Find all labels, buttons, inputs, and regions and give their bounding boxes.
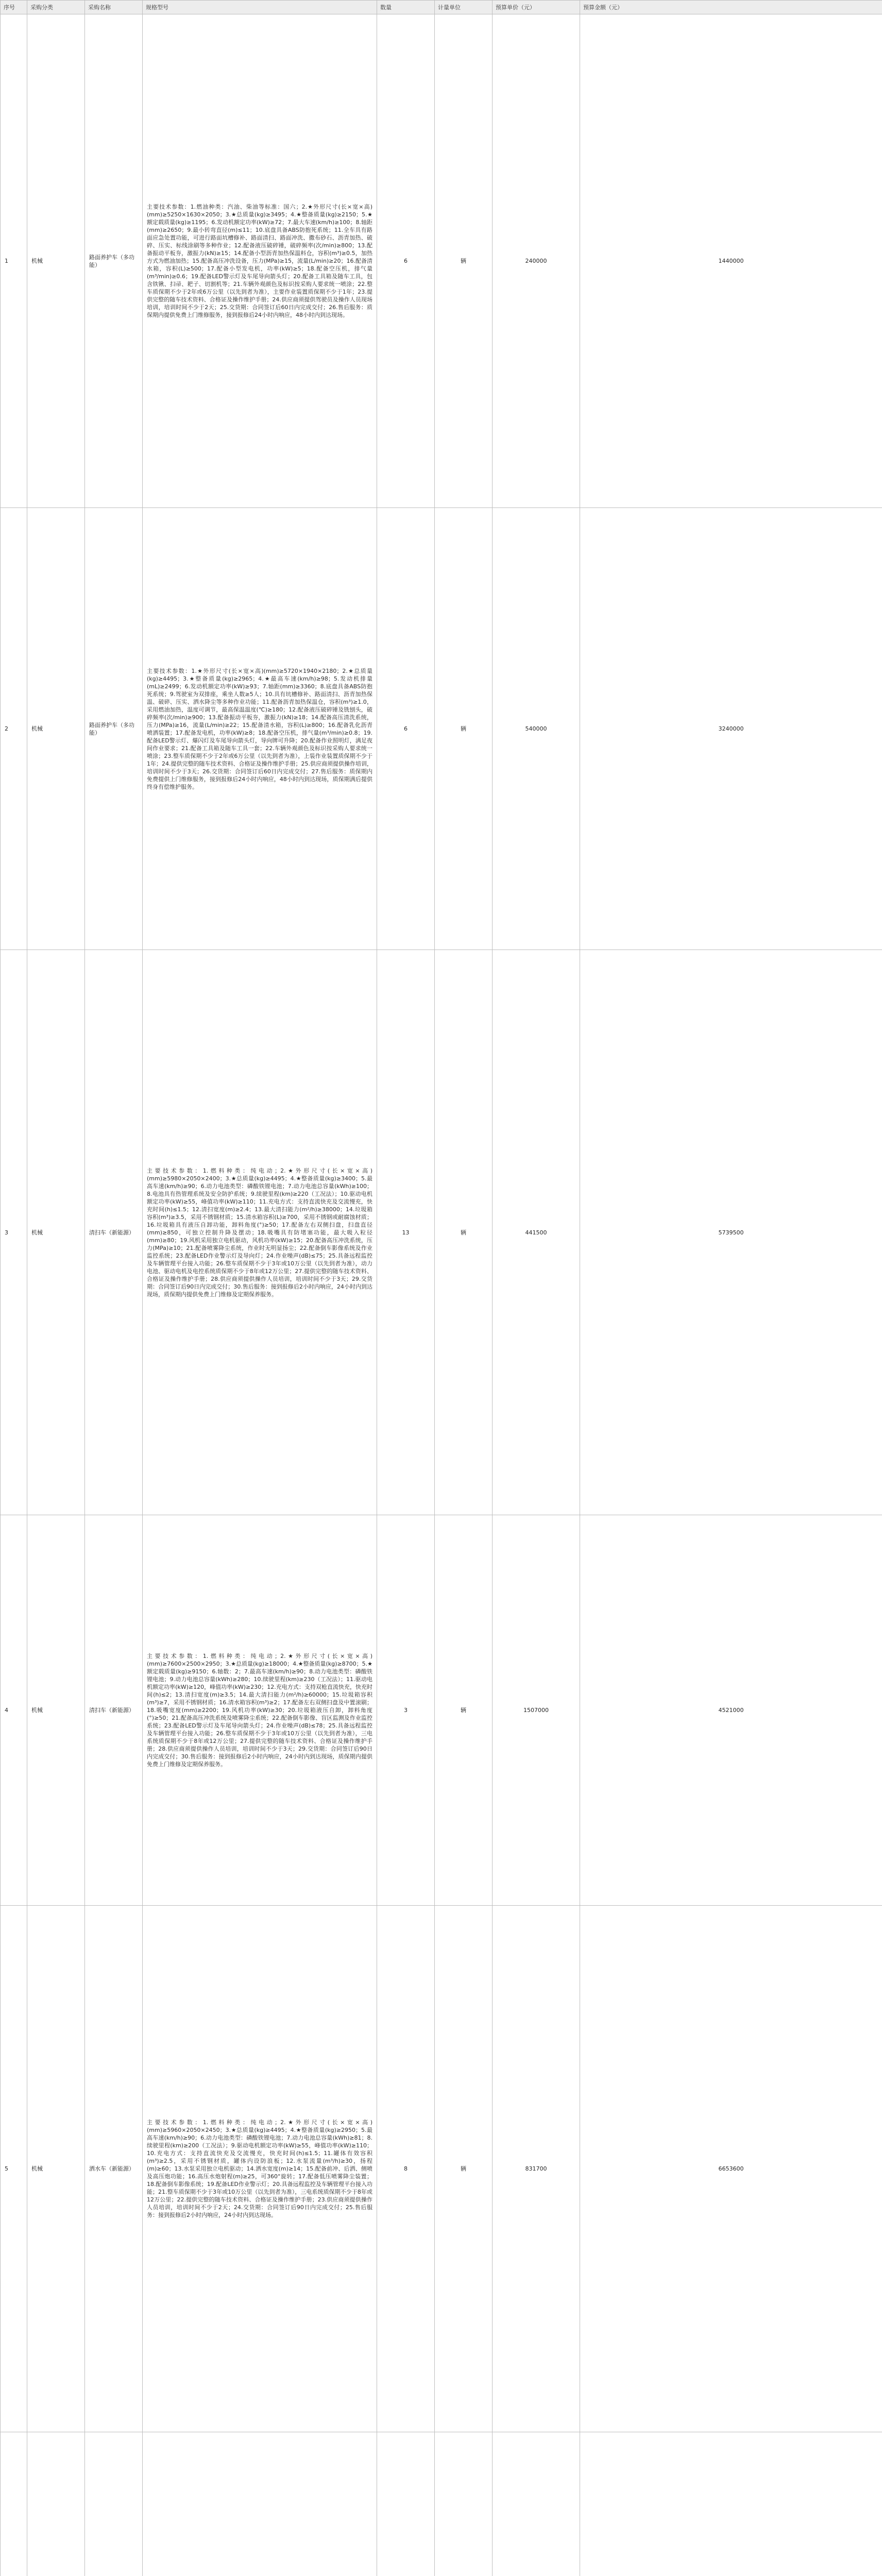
cell-total — [580, 2432, 882, 2576]
cell-unit-price: 831700 — [493, 1906, 580, 2432]
cell-total: 1440000 — [580, 14, 882, 508]
table-row — [1, 14, 882, 508]
cell-name: 路面养护车（多功能） — [85, 14, 143, 508]
cell-unit-price: 540000 — [493, 508, 580, 950]
cell-seq: 5 — [1, 1906, 27, 2432]
cell-name: 清扫车（新能源） — [85, 1515, 143, 1906]
cell-qty: 3 — [377, 1515, 435, 1906]
cell-seq: 1 — [1, 14, 27, 508]
table-header-row — [1, 1, 882, 14]
cell-unit: 辆 — [435, 1906, 493, 2432]
cell-total: 4521000 — [580, 1515, 882, 1906]
cell-seq: 3 — [1, 950, 27, 1515]
cell-total: 5739500 — [580, 950, 882, 1515]
cell-qty: 6 — [377, 508, 435, 950]
cell-qty: 6 — [377, 14, 435, 508]
cell-name: 路面养护车（多功能） — [85, 508, 143, 950]
cell-seq — [1, 2432, 27, 2576]
cell-package — [27, 2432, 85, 2576]
cell-spec: 主要技术参数：1.燃油种类：汽油、柴油等标准：国六；2.★外形尺寸(长×宽×高)(mm)≥5250×1630×2050；3.★总质量(kg)≥3495；4.★整备质量(kg)≥2150；5.★额定载质量(kg)≥1195；6.发动机额定功率(kW)≥72；7.最大车速(km/h)≥100；8.轴距(mm)≥2650；9.最小转弯直径(m)≤11；10.底盘具备ABS防抱死系统；11.全车具有路面应急处置功能，可进行路面坑槽修补、路面清扫、路面冲洗、撒布砂石、沥青加热、破碎、压实、标线涂刷等多种作业；12.配备液压破碎锤，破碎频率(次/min)≥800；13.配备振动平板夯，激振力(kN)≥15；14.配备小型沥青加热保温料仓，容积(m³)≥0.5，加热方式为燃油加热；15.配备高压冲洗设备，压力(MPa)≥15，流量(L/min)≥20；16.配备清水箱，容积(L)≥500；17.配备小型发电机，功率(kW)≥5；18.配备空压机，排气量(m³/min)≥0.6；19.配备LED警示灯及车尾导向箭头灯；20.配备工具箱及随车工具，包含铁锹、扫帚、耙子、切割机等；21.车辆外观颜色及标识按采购人要求统一喷涂；22.整车质保期不少于2年或6万公里（以先到者为准），主要作业装置质保期不少于1年；23.提供完整的随车技术资料、合格证及操作维护手册；24.供应商须提供驾驶员及操作人员现场培训，培训时间不少于2天；25.交货期：合同签订后60日内完成交付；26.售后服务：质保期内提供免费上门维修服务，接到报修后24小时内响应，48小时内到达现场。 — [143, 14, 377, 508]
cell-name — [85, 2432, 143, 2576]
table-row — [1, 1515, 882, 1906]
cell-unit-price: 240000 — [493, 14, 580, 508]
header-seq: 序号 — [1, 1, 27, 14]
cell-unit: 辆 — [435, 508, 493, 950]
header-package: 采购分类 — [27, 1, 85, 14]
cell-qty: 13 — [377, 950, 435, 1515]
table-row — [1, 2432, 882, 2576]
header-unit: 计量单位 — [435, 1, 493, 14]
header-spec: 规格型号 — [143, 1, 377, 14]
cell-package: 机械 — [27, 1906, 85, 2432]
cell-unit: 辆 — [435, 950, 493, 1515]
cell-seq: 4 — [1, 1515, 27, 1906]
cell-package: 机械 — [27, 14, 85, 508]
cell-qty: 8 — [377, 1906, 435, 2432]
cell-spec: 主要技术参数：1.燃料种类：纯电动；2.★外形尺寸(长×宽×高)(mm)≥5980×2050×2400；3.★总质量(kg)≥4495；4.★整备质量(kg)≥3400；5.最高车速(km/h)≥90；6.动力电池类型：磷酸铁锂电池；7.动力电池总容量(kWh)≥100；8.电池具有热管理系统及安全防护系统；9.续驶里程(km)≥220（工况法）；10.驱动电机额定功率(kW)≥55，峰值功率(kW)≥110；11.充电方式：支持直流快充及交流慢充，快充时间(h)≤1.5；12.清扫宽度(m)≥2.4；13.最大清扫能力(m²/h)≥38000；14.垃圾箱容积(m³)≥3.5，采用不锈钢材质；15.清水箱容积(L)≥700，采用不锈钢或耐腐蚀材质；16.垃圾箱具有液压自卸功能，卸料角度(°)≥50；17.配备左右双侧扫盘，扫盘直径(mm)≥850，可独立控制升降及摆动；18.吸嘴具有防堵塞功能，最大吸入粒径(mm)≥80；19.风机采用独立电机驱动，风机功率(kW)≥15；20.配备高压冲洗系统，压力(MPa)≥10；21.配备喷雾降尘系统，作业时无明显扬尘；22.配备倒车影像系统及作业监控系统；23.配备LED作业警示灯及导向灯；24.作业噪声(dB)≤75；25.具备远程监控及车辆管理平台接入功能；26.整车质保期不少于3年或10万公里（以先到者为准），动力电池、驱动电机及电控系统质保期不少于8年或12万公里；27.提供完整的随车技术资料、合格证及操作维护手册；28.供应商须提供操作人员培训，培训时间不少于3天；29.交货期：合同签订后90日内完成交付；30.售后服务：接到报修后2小时内响应，24小时内到达现场，质保期内提供免费上门维修及定期保养服务。 — [143, 950, 377, 1515]
cell-seq: 2 — [1, 508, 27, 950]
cell-qty — [377, 2432, 435, 2576]
header-qty: 数量 — [377, 1, 435, 14]
cell-total: 6653600 — [580, 1906, 882, 2432]
cell-name: 洒水车（新能源） — [85, 1906, 143, 2432]
cell-unit: 辆 — [435, 14, 493, 508]
table-row — [1, 508, 882, 950]
cell-spec — [143, 2432, 377, 2576]
cell-unit-price: 1507000 — [493, 1515, 580, 1906]
cell-unit-price — [493, 2432, 580, 2576]
table-row — [1, 1906, 882, 2432]
cell-unit — [435, 2432, 493, 2576]
cell-package: 机械 — [27, 1515, 85, 1906]
cell-unit-price: 441500 — [493, 950, 580, 1515]
header-unit-price: 预算单价（元） — [493, 1, 580, 14]
table-row — [1, 950, 882, 1515]
cell-spec: 主要技术参数：1.燃料种类：纯电动；2.★外形尺寸(长×宽×高)(mm)≥7600×2500×2950；3.★总质量(kg)≥18000；4.★整备质量(kg)≥8700；5.★额定载质量(kg)≥9150；6.轴数：2；7.最高车速(km/h)≥90；8.动力电池类型：磷酸铁锂电池；9.动力电池总容量(kWh)≥280；10.续驶里程(km)≥230（工况法）；11.驱动电机额定功率(kW)≥120，峰值功率(kW)≥230；12.充电方式：支持双枪直流快充，快充时间(h)≤2；13.清扫宽度(m)≥3.5；14.最大清扫能力(m²/h)≥60000；15.垃圾箱容积(m³)≥7，采用不锈钢材质；16.清水箱容积(m³)≥2；17.配备左右双侧扫盘及中置滚刷；18.吸嘴宽度(mm)≥2200；19.风机功率(kW)≥30；20.垃圾箱液压自卸，卸料角度(°)≥50；21.配备高压冲洗系统及喷雾降尘系统；22.配备倒车影像、盲区监测及作业监控系统；23.配备LED警示灯及车尾导向箭头灯；24.作业噪声(dB)≤78；25.具备远程监控及车辆管理平台接入功能；26.整车质保期不少于3年或10万公里（以先到者为准），三电系统质保期不少于8年或12万公里；27.提供完整的随车技术资料、合格证及操作维护手册；28.供应商须提供操作人员培训，培训时间不少于3天；29.交货期：合同签订后90日内完成交付；30.售后服务：接到报修后2小时内响应，24小时内到达现场，质保期内提供免费上门维修及定期保养服务。 — [143, 1515, 377, 1906]
header-total: 预算金额（元） — [580, 1, 882, 14]
cell-total: 3240000 — [580, 508, 882, 950]
cell-spec: 主要技术参数：1.★外形尺寸(长×宽×高)(mm)≥5720×1940×2180；2.★总质量(kg)≥4495；3.★整备质量(kg)≥2965；4.★最高车速(km/h)≥98；5.发动机排量(mL)≥2499；6.发动机额定功率(kW)≥93；7.轴距(mm)≥3360；8.底盘具备ABS防抱死系统；9.驾驶室为双排座，乘坐人数≥5人；10.具有坑槽修补、路面清扫、沥青加热保温、破碎、压实、洒水降尘等多种作业功能；11.配备沥青加热保温仓，容积(m³)≥1.0，采用燃油加热，温度可调节，最高保温温度(℃)≥180；12.配备液压破碎锤及铣刨头，破碎频率(次/min)≥900；13.配备振动平板夯，激振力(kN)≥18；14.配备高压清洗系统，压力(MPa)≥16，流量(L/min)≥22；15.配备清水箱，容积(L)≥800；16.配备乳化沥青喷洒装置；17.配备发电机，功率(kW)≥8；18.配备空压机，排气量(m³/min)≥0.8；19.配备LED警示灯、爆闪灯及车尾导向箭头灯，导向牌可升降；20.配备作业照明灯，满足夜间作业要求；21.配备工具箱及随车工具一套；22.车辆外观颜色及标识按采购人要求统一喷涂；23.整车质保期不少于2年或6万公里（以先到者为准），上装作业装置质保期不少于1年；24.提供完整的随车技术资料、合格证及操作维护手册；25.供应商须提供操作培训，培训时间不少于3天；26.交货期：合同签订后60日内完成交付；27.售后服务：质保期内免费提供上门维修服务，接到报修后24小时内响应，48小时内到达现场，质保期满后提供终身有偿维护服务。 — [143, 508, 377, 950]
cell-spec: 主要技术参数：1.燃料种类：纯电动；2.★外形尺寸(长×宽×高)(mm)≥5960×2050×2450；3.★总质量(kg)≥4495；4.★整备质量(kg)≥2950；5.最高车速(km/h)≥90；6.动力电池类型：磷酸铁锂电池；7.动力电池总容量(kWh)≥81；8.续驶里程(km)≥200（工况法）；9.驱动电机额定功率(kW)≥55，峰值功率(kW)≥110；10.充电方式：支持直流快充及交流慢充，快充时间(h)≤1.5；11.罐体有效容积(m³)≥2.5，采用不锈钢材质，罐体内设防浪板；12.水泵流量(m³/h)≥30，扬程(m)≥60；13.水泵采用独立电机驱动；14.洒水宽度(m)≥14；15.配备前冲、后洒、侧喷及高压炮功能；16.高压水炮射程(m)≥25，可360°旋转；17.配备低压喷雾降尘装置；18.配备倒车影像系统；19.配备LED作业警示灯；20.具备远程监控及车辆管理平台接入功能；21.整车质保期不少于3年或10万公里（以先到者为准），三电系统质保期不少于8年或12万公里；22.提供完整的随车技术资料、合格证及操作维护手册；23.供应商须提供操作人员培训，培训时间不少于2天；24.交货期：合同签订后90日内完成交付；25.售后服务：接到报修后2小时内响应，24小时内到达现场。 — [143, 1906, 377, 2432]
cell-unit: 辆 — [435, 1515, 493, 1906]
cell-package: 机械 — [27, 950, 85, 1515]
cell-package: 机械 — [27, 508, 85, 950]
cell-name: 清扫车（新能源） — [85, 950, 143, 1515]
header-name: 采购名称 — [85, 1, 143, 14]
